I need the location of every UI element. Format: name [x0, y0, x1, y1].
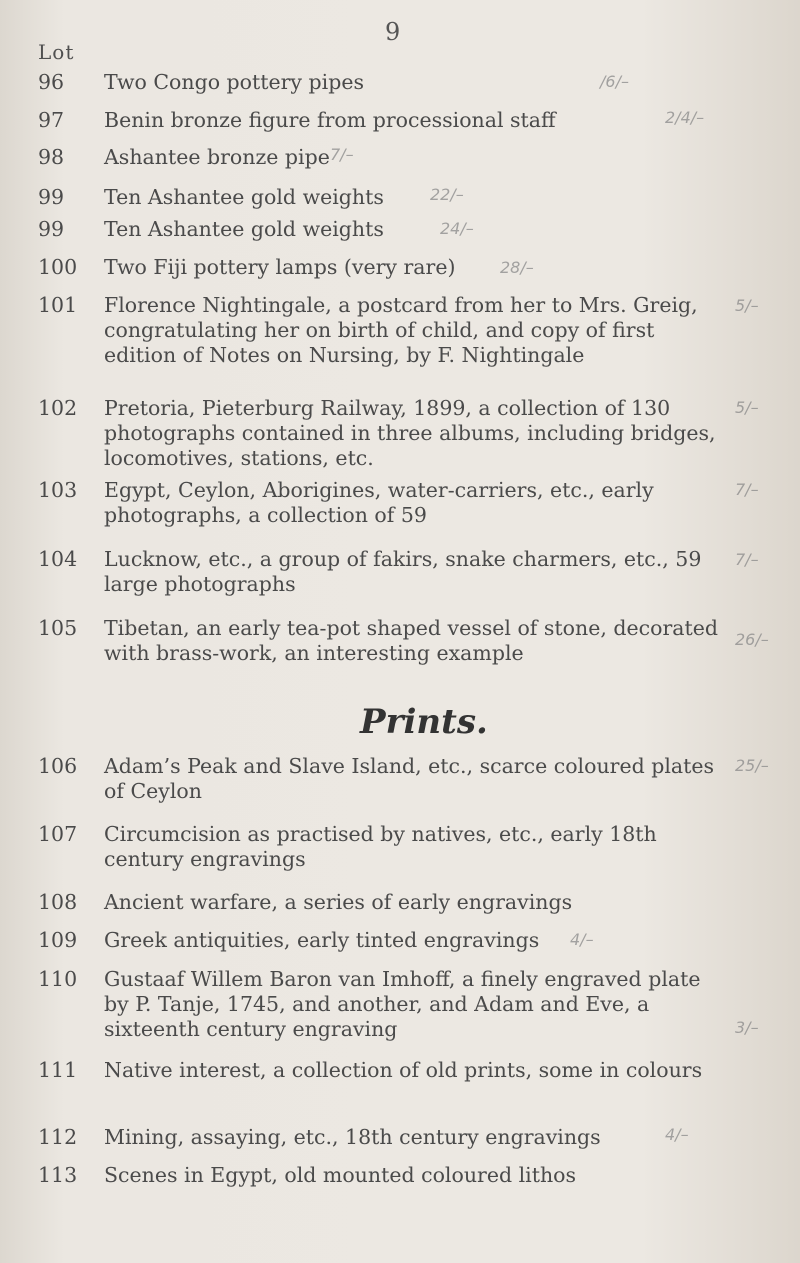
lot-number: 112 [38, 1125, 78, 1149]
lot-description: Benin bronze figure from processional staff [104, 108, 556, 132]
handwritten-price: 5/– [735, 296, 759, 315]
section-heading: Prints. [360, 702, 488, 742]
lot-number: 105 [38, 616, 78, 640]
lot-number: 110 [38, 967, 78, 991]
lot-description: Two Congo pottery pipes [104, 70, 364, 94]
lot-description: Gustaaf Willem Baron van Imhoff, a finely engraved plate by P. Tanje, 1745, and another, and Adam and Eve, a sixteenth century engraving [104, 967, 701, 1041]
lot-number: 106 [38, 754, 78, 778]
page-number: 9 [385, 18, 401, 46]
lot-number: 111 [38, 1058, 78, 1082]
lot-number: 101 [38, 293, 78, 317]
lot-description: Adam’s Peak and Slave Island, etc., scarce coloured plates of Ceylon [104, 754, 715, 803]
lot-entry [38, 890, 728, 915]
lot-description: Ten Ashantee gold weights [104, 185, 384, 209]
lot-number: 97 [38, 108, 65, 132]
lot-entry [38, 185, 728, 210]
lot-number: 100 [38, 255, 78, 279]
handwritten-price: 4/– [570, 930, 594, 949]
lot-number: 113 [38, 1163, 78, 1187]
handwritten-price: 25/– [735, 756, 769, 775]
lot-description: Two Fiji pottery lamps (very rare) [104, 255, 456, 279]
handwritten-price: 7/– [735, 550, 759, 569]
lot-entry [38, 145, 728, 170]
lot-entry [38, 928, 728, 953]
lot-number: 109 [38, 928, 78, 952]
lot-entry [38, 478, 728, 528]
lot-description: Egypt, Ceylon, Aborigines, water-carriers, etc., early photographs, a collection of 59 [104, 478, 654, 527]
lot-number: 96 [38, 70, 65, 94]
handwritten-price: 26/– [735, 630, 769, 649]
lot-number: 107 [38, 822, 78, 846]
handwritten-price: 3/– [735, 1018, 759, 1037]
handwritten-price: 2/4/– [665, 108, 705, 127]
lot-description: Pretoria, Pieterburg Railway, 1899, a collection of 130 photographs contained in three albums, including bridges, locomotives, stations, etc. [104, 396, 716, 470]
lot-number: 98 [38, 145, 65, 169]
lot-entry [38, 822, 728, 872]
lot-description: Florence Nightingale, a postcard from her to Mrs. Greig, congratulating her on birth of child, and copy of first edition of Notes on Nursing, by F. Nightingale [104, 293, 698, 367]
lot-entry [38, 1058, 728, 1083]
lot-entry [38, 616, 728, 666]
lot-entry [38, 108, 728, 133]
lot-entry [38, 293, 728, 368]
lot-description: Ten Ashantee gold weights [104, 217, 384, 241]
lot-description: Circumcision as practised by natives, etc., early 18th century engravings [104, 822, 657, 871]
lot-number: 99 [38, 217, 65, 241]
lot-number: 99 [38, 185, 65, 209]
handwritten-price: 24/– [440, 219, 474, 238]
handwritten-price: 4/– [665, 1125, 689, 1144]
lot-number: 102 [38, 396, 78, 420]
lot-number: 108 [38, 890, 78, 914]
lot-entry [38, 1163, 728, 1188]
handwritten-price: 7/– [735, 480, 759, 499]
handwritten-price: 22/– [430, 185, 464, 204]
lot-description: Lucknow, etc., a group of fakirs, snake charmers, etc., 59 large photographs [104, 547, 702, 596]
lot-description: Mining, assaying, etc., 18th century engravings [104, 1125, 601, 1149]
lot-entry [38, 1125, 728, 1150]
lot-column-header: Lot [38, 40, 75, 64]
lot-entry [38, 967, 728, 1042]
lot-description: Native interest, a collection of old prints, some in colours [104, 1058, 703, 1082]
lot-entry [38, 754, 728, 804]
lot-number: 104 [38, 547, 78, 571]
lot-description: Tibetan, an early tea-pot shaped vessel of stone, decorated with brass-work, an interesting example [104, 616, 718, 665]
lot-description: Scenes in Egypt, old mounted coloured lithos [104, 1163, 577, 1187]
lot-entry [38, 217, 728, 242]
handwritten-price: 28/– [500, 258, 534, 277]
handwritten-price: 5/– [735, 398, 759, 417]
lot-number: 103 [38, 478, 78, 502]
lot-description: Ancient warfare, a series of early engravings [104, 890, 573, 914]
lot-description: Greek antiquities, early tinted engravings [104, 928, 540, 952]
lot-entry [38, 396, 728, 471]
lot-entry [38, 547, 728, 597]
handwritten-price: /6/– [600, 72, 629, 91]
handwritten-price: 7/– [330, 145, 354, 164]
lot-description: Ashantee bronze pipe [104, 145, 330, 169]
lot-entry [38, 255, 728, 280]
